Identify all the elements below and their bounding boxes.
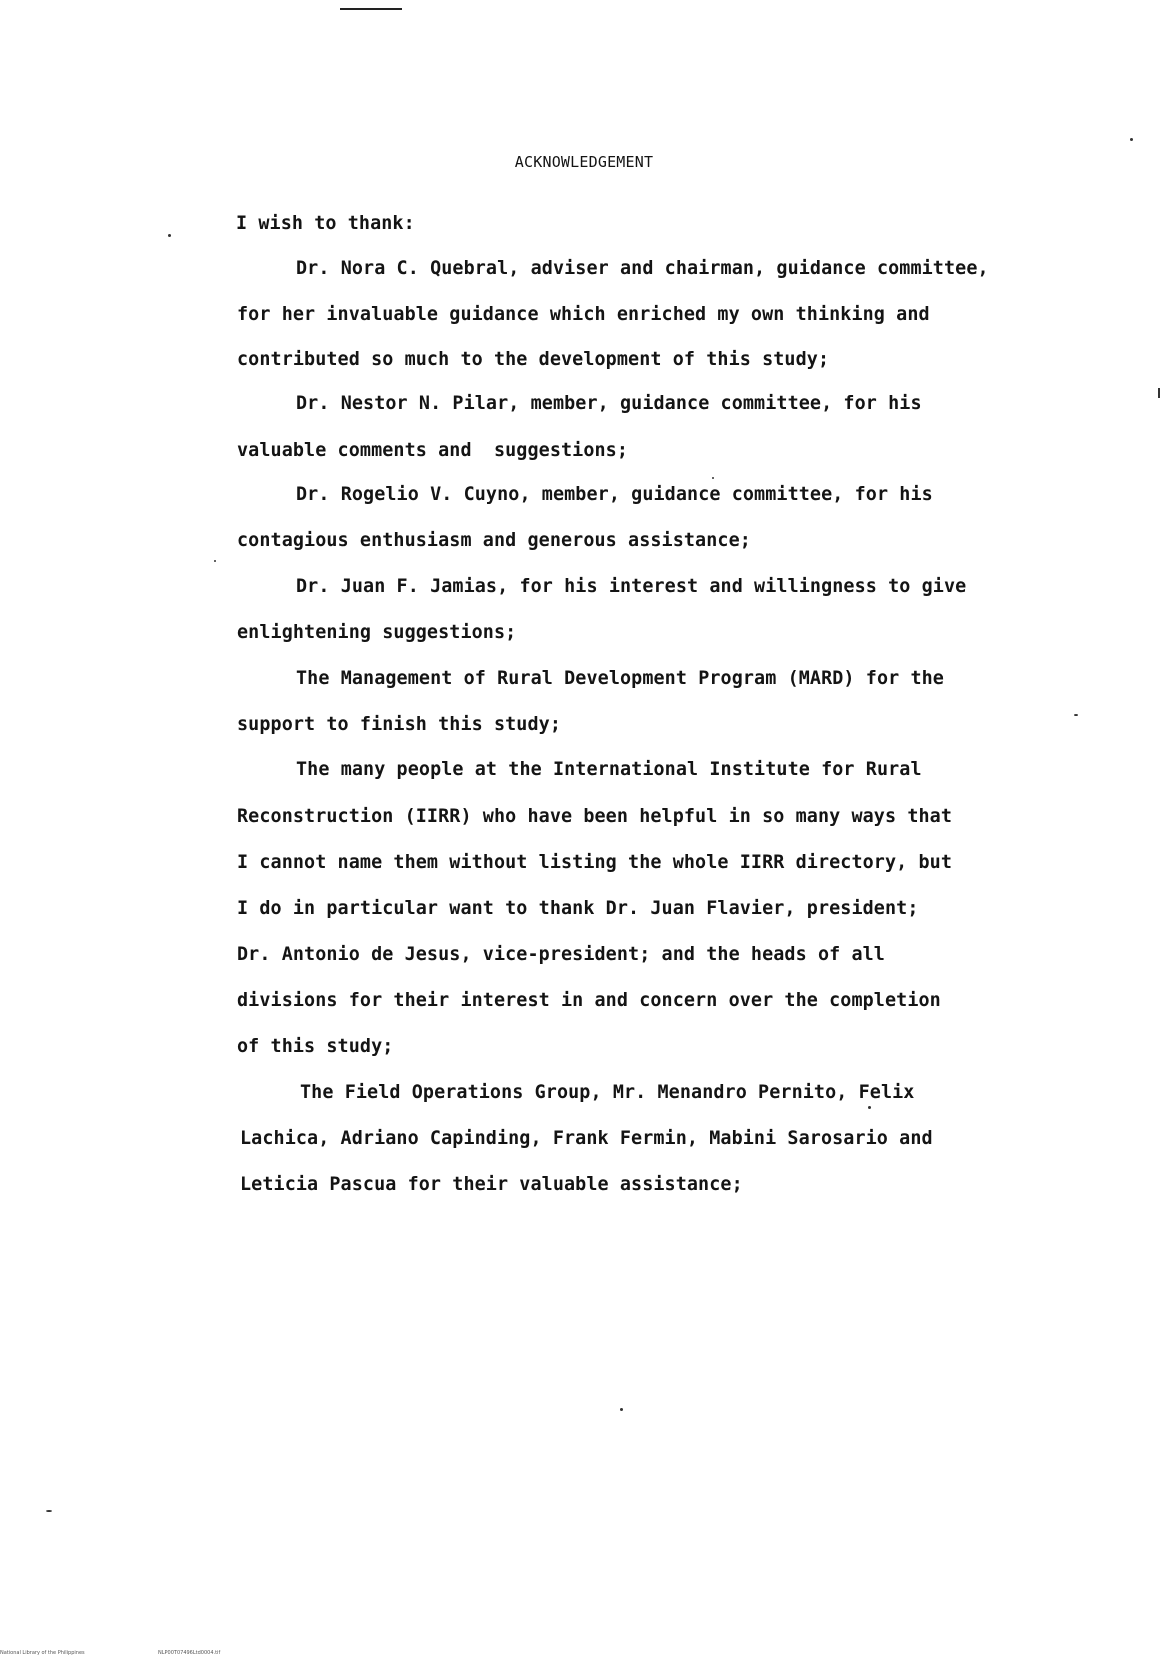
text-line: valuable comments and suggestions; xyxy=(237,440,629,461)
scan-speck xyxy=(868,1106,871,1109)
text-line: contagious enthusiasm and generous assistance; xyxy=(237,530,751,551)
text-line: of this study; xyxy=(237,1036,394,1057)
text-line: I cannot name them without listing the whole IIRR directory, but xyxy=(237,852,953,873)
scan-speck xyxy=(214,560,216,562)
text-line: contributed so much to the development of this study; xyxy=(237,349,830,370)
scan-speck xyxy=(168,234,171,237)
text-line: The Management of Rural Development Program (MARD) for the xyxy=(296,668,944,689)
text-line: Dr. Antonio de Jesus, vice-president; and the heads of all xyxy=(237,944,885,965)
text-line: Dr. Nora C. Quebral, adviser and chairman, guidance committee, xyxy=(296,258,989,279)
scan-speck xyxy=(1130,138,1133,141)
top-rule xyxy=(340,8,402,10)
text-line: divisions for their interest in and concern over the completion xyxy=(237,990,941,1011)
text-line: Dr. Juan F. Jamias, for his interest and willingness to give xyxy=(296,576,967,597)
text-line: for her invaluable guidance which enriched my own thinking and xyxy=(237,304,930,325)
page-title: ACKNOWLEDGEMENT xyxy=(514,153,654,171)
scan-speck xyxy=(620,1408,623,1411)
text-line: Lachica, Adriano Capinding, Frank Fermin, Mabini Sarosario and xyxy=(240,1128,933,1149)
text-line: Reconstruction (IIRR) who have been helpful in so many ways that xyxy=(237,806,953,827)
intro-line: I wish to thank: xyxy=(236,213,415,234)
text-line: Leticia Pascua for their valuable assistance; xyxy=(240,1174,743,1195)
scan-speck xyxy=(46,1510,52,1512)
scan-speck xyxy=(1074,714,1078,716)
scan-speck xyxy=(1158,388,1160,398)
footer-file-label: NLP00T07496Ltd0004.tif xyxy=(158,1650,221,1656)
text-line: Dr. Rogelio V. Cuyno, member, guidance committee, for his xyxy=(296,484,933,505)
text-line: The many people at the International Institute for Rural xyxy=(296,759,922,780)
text-line: support to finish this study; xyxy=(237,714,561,735)
text-line: I do in particular want to thank Dr. Juan Flavier, president; xyxy=(237,898,919,919)
scan-speck xyxy=(712,477,714,479)
footer-library-label: National Library of the Philippines xyxy=(0,1650,85,1656)
text-line: The Field Operations Group, Mr. Menandro Pernito, Felix xyxy=(300,1082,915,1103)
text-line: enlightening suggestions; xyxy=(237,622,517,643)
text-line: Dr. Nestor N. Pilar, member, guidance committee, for his xyxy=(296,393,922,414)
